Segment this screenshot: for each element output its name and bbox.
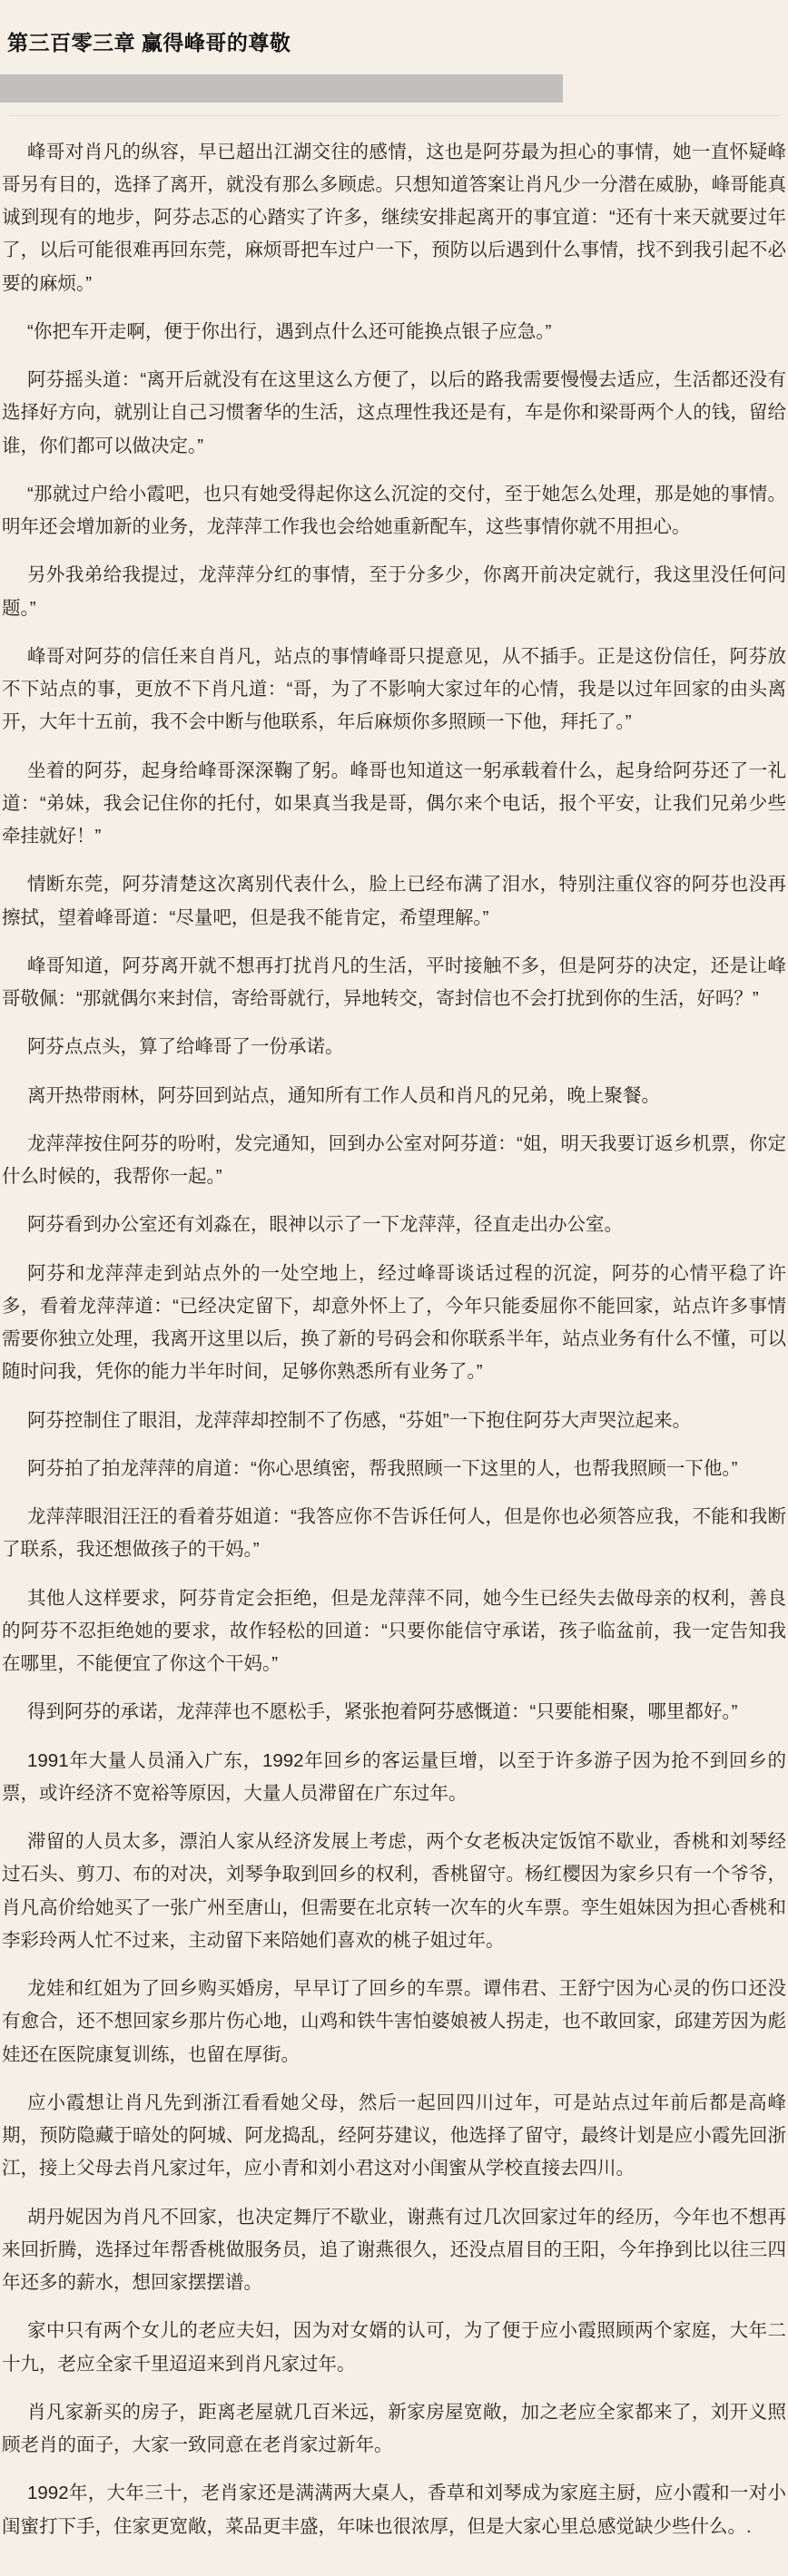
paragraph: 家中只有两个女儿的老应夫妇，因为对女婿的认可，为了便于应小霞照顾两个家庭，大年二十九，老应全家千里迢迢来到肖凡家过年。 bbox=[2, 2320, 786, 2375]
paragraph: 阿芬拍了拍龙萍萍的肩道：“你心思缜密，帮我照顾一下这里的人，也帮我照顾一下他。” bbox=[27, 1457, 738, 1479]
paragraph: 阿芬控制住了眼泪，龙萍萍却控制不了伤感，“芬姐”一下抱住阿芬大声哭泣起来。 bbox=[27, 1409, 692, 1431]
paragraph: 坐着的阿芬，起身给峰哥深深鞠了躬。峰哥也知道这一躬承载着什么，起身给阿芬还了一礼道：“弟妹，我会记住你的托付，如果真当我是哥，偶尔来个电话，报个平安，让我们兄弟少些牵挂就好！” bbox=[2, 759, 786, 847]
divider bbox=[9, 115, 779, 116]
paragraph: 得到阿芬的承诺，龙萍萍也不愿松手，紧张抱着阿芬感慨道：“只要能相聚，哪里都好。” bbox=[27, 1701, 738, 1723]
paragraph: “你把车开走啊，便于你出行，遇到点什么还可能换点银子应急。” bbox=[27, 320, 552, 342]
paragraph: 阿芬摇头道：“离开后就没有在这里这么方便了，以后的路我需要慢慢去适应，生活都还没有选择好方向，就别让自己习惯奢华的生活，这点理性我还是有，车是你和梁哥两个人的钱，留给谁，你们都可以做决定。” bbox=[2, 369, 786, 456]
paragraph: 离开热带雨林，阿芬回到站点，通知所有工作人员和肖凡的兄弟，晚上聚餐。 bbox=[27, 1084, 660, 1106]
paragraph: 情断东莞，阿芬清楚这次离别代表什么，脸上已经布满了泪水，特别注重仪容的阿芬也没再擦拭，望着峰哥道：“尽量吧，但是我不能肯定，希望理解。” bbox=[2, 874, 786, 928]
paragraph: 峰哥对阿芬的信任来自肖凡，站点的事情峰哥只提意见，从不插手。正是这份信任，阿芬放不下站点的事，更放不下肖凡道：“哥，为了不影响大家过年的心情，我是以过年回家的由头离开，大年十五前，我不会中断与他联系，年后麻烦你多照顾一下他，拜托了。” bbox=[2, 645, 786, 733]
paragraph: 其他人这样要求，阿芬肯定会拒绝，但是龙萍萍不同，她今生已经失去做母亲的权利，善良的阿芬不忍拒绝她的要求，故作轻松的回道：“只要你能信守承诺，孩子临盆前，我一定告知我在哪里，不能便宜了你这个干妈。” bbox=[2, 1587, 786, 1675]
paragraph: “那就过户给小霞吧，也只有她受得起你这么沉淀的交付，至于她怎么处理，那是她的事情。明年还会增加新的业务，龙萍萍工作我也会给她重新配车，这些事情你就不用担心。 bbox=[2, 483, 786, 538]
paragraph: 阿芬和龙萍萍走到站点外的一处空地上，经过峰哥谈话过程的沉淀，阿芬的心情平稳了许多，看着龙萍萍道：“已经决定留下，却意外怀上了，今年只能委屈你不能回家，站点许多事情需要你独立处理，我离开这里以后，换了新的号码会和你联系半年，站点业务有什么不懂，可以随时问我，凭你的能力半年时间，足够你熟悉所有业务了。” bbox=[2, 1262, 786, 1383]
paragraph: 龙萍萍按住阿芬的吩咐，发完通知，回到办公室对阿芬道：“姐，明天我要订返乡机票，你定什么时候的，我帮你一起。” bbox=[2, 1132, 786, 1188]
paragraph: 龙娃和红姐为了回乡购买婚房，早早订了回乡的车票。谭伟君、王舒宁因为心灵的伤口还没有愈合，还不想回家乡那片伤心地，山鸡和铁牛害怕婆娘被人拐走，也不敢回家，邱建芳因为彪娃还在医院康复训练，也留在厚街。 bbox=[2, 1978, 786, 2065]
paragraph: 阿芬点点头，算了给峰哥了一份承诺。 bbox=[27, 1036, 344, 1058]
paragraph: 另外我弟给我提过，龙萍萍分红的事情，至于分多少，你离开前决定就行，我这里没任何问题。” bbox=[2, 564, 786, 619]
paragraph: 峰哥对肖凡的纵容，早已超出江湖交往的感情，这也是阿芬最为担心的事情，她一直怀疑峰哥另有目的，选择了离开，就没有那么多顾虑。只想知道答案让肖凡少一分潜在威胁，峰哥能真诚到现有的地步，阿芬忐忑的心踏实了许多，继续安排起离开的事宜道：“还有十来天就要过年了，以后可能很难再回东莞，麻烦哥把车过户一下，预防以后遇到什么事情，找不到我引起不必要的麻烦。” bbox=[2, 141, 786, 294]
paragraph: 胡丹妮因为肖凡不回家，也决定舞厅不歇业，谢燕有过几次回家过年的经历，今年也不想再来回折腾，选择过年帮香桃做服务员，追了谢燕很久，还没点眉目的王阳，今年挣到比以往三四年还多的薪水，想回家摆摆谱。 bbox=[2, 2206, 786, 2294]
paragraph: 峰哥知道，阿芬离开就不想再打扰肖凡的生活，平时接触不多，但是阿芬的决定，还是让峰哥敬佩：“那就偶尔来封信，寄给哥就行，异地转交，寄封信也不会打扰到你的生活，好吗？” bbox=[2, 955, 786, 1010]
paragraph: 肖凡家新买的房子，距离老屋就几百米远，新家房屋宽敞，加之老应全家都来了，刘开义照顾老肖的面子，大家一致同意在老肖家过新年。 bbox=[2, 2401, 786, 2456]
chapter-title: 第三百零三章 赢得峰哥的尊敬 bbox=[7, 31, 291, 54]
paragraph: 应小霞想让肖凡先到浙江看看她父母，然后一起回四川过年，可是站点过年前后都是高峰期，预防隐藏于暗处的阿城、阿龙捣乱，经阿芬建议，他选择了留守，最终计划是应小霞先回浙江，接上父母去肖凡家过年，应小青和刘小君这对小闺蜜从学校直接去四川。 bbox=[2, 2091, 786, 2179]
paragraph: 滞留的人员太多，漂泊人家从经济发展上考虑，两个女老板决定饭馆不歇业，香桃和刘琴经过石头、剪刀、布的对决，刘琴争取到回乡的权利，香桃留守。杨红樱因为家乡只有一个爷爷，肖凡高价给她买了一张广州至唐山，但需要在北京转一次车的火车票。孪生姐妹因为担心香桃和李彩玲两人忙不过来，主动留下来陪她们喜欢的桃子姐过年。 bbox=[2, 1831, 786, 1951]
paragraph: 龙萍萍眼泪汪汪的看着芬姐道：“我答应你不告诉任何人，但是你也必须答应我，不能和我断了联系，我还想做孩子的干妈。” bbox=[2, 1506, 786, 1561]
paragraph: 阿芬看到办公室还有刘淼在，眼神以示了一下龙萍萍，径直走出办公室。 bbox=[27, 1214, 623, 1236]
ad-placeholder-bar bbox=[0, 74, 563, 103]
paragraph: 1992年，大年三十，老肖家还是满满两大桌人，香草和刘琴成为家庭主厨，应小霞和一对小闺蜜打下手，住家更宽敞，菜品更丰盛，年味也很浓厚，但是大家心里总感觉缺少些什么。. bbox=[2, 2483, 786, 2537]
paragraph: 1991年大量人员涌入广东，1992年回乡的客运量巨增，以至于许多游子因为抢不到回乡的票，或许经济不宽裕等原因，大量人员滞留在广东过年。 bbox=[2, 1749, 786, 1804]
chapter-text bbox=[0, 136, 788, 2543]
